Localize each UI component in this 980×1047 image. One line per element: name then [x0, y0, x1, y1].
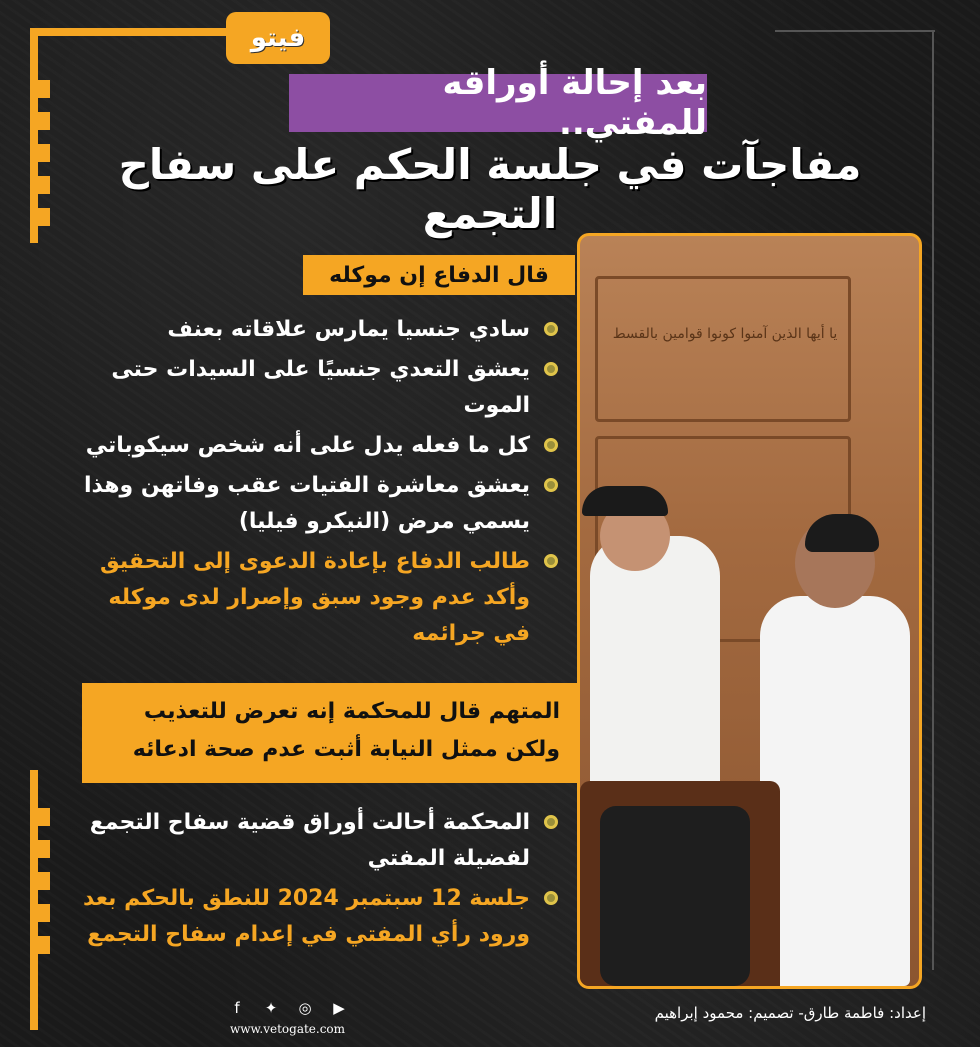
list-item-highlight [78, 881, 558, 953]
credits: إعداد: فاطمة طارق- تصميم: محمود إبراهيم [654, 1004, 926, 1022]
section2-box: المتهم قال للمحكمة إنه تعرض للتعذيب ولكن ممثل النيابة أثبت عدم صحة ادعائه [82, 683, 578, 783]
bench-seat [600, 806, 750, 986]
frame-left-bottom-bar [30, 770, 38, 1030]
frame-left-bar [30, 28, 38, 243]
section1-heading: قال الدفاع إن موكله [303, 255, 575, 295]
list-item-text: كل ما فعله يدل على أنه شخص سيكوباتي [85, 433, 530, 458]
facebook-icon[interactable]: f [234, 999, 240, 1017]
list-item [78, 805, 558, 877]
wall-inscription: يا أيها الذين آمنوا كونوا قوامين بالقسط [612, 326, 838, 342]
section3-list [78, 805, 558, 957]
list-item-highlight [78, 544, 558, 652]
list-item [78, 468, 558, 540]
frame-top-bar [30, 28, 230, 36]
wall-panel [595, 276, 851, 422]
list-item-text: المحكمة أحالت أوراق قضية سفاح التجمع لفضيلة المفتي [89, 810, 530, 871]
list-item-text: جلسة 12 سبتمبر 2024 للنطق بالحكم بعد ورود رأي المفتي في إعدام سفاح التجمع [83, 886, 530, 947]
frame-ticks-bottom [38, 808, 50, 968]
instagram-icon[interactable]: ◎ [298, 999, 312, 1017]
bullet-icon [544, 478, 558, 492]
list-item-text: طالب الدفاع بإعادة الدعوى إلى التحقيق وأكد عدم وجود سبق وإصرار لدى موكله في جرائمه [100, 549, 530, 646]
frame-ticks-top [38, 80, 50, 240]
twitter-icon[interactable]: ✦ [264, 999, 278, 1017]
list-item [78, 352, 558, 424]
defendant-figure [760, 596, 910, 986]
section1-list [78, 312, 558, 656]
website-url[interactable]: www.vetogate.com [230, 1022, 346, 1036]
bullet-icon [544, 554, 558, 568]
youtube-icon[interactable]: ▶ [333, 999, 345, 1017]
veto-logo [226, 12, 330, 64]
frame-right-line [932, 30, 934, 970]
logo-text: فيتو [250, 23, 306, 53]
page-title: مفاجآت في جلسة الحكم على سفاح التجمع [118, 140, 862, 238]
bullet-icon [544, 362, 558, 376]
officer-figure [590, 536, 720, 796]
bullet-icon [544, 438, 558, 452]
list-item [78, 312, 558, 348]
list-item [78, 428, 558, 464]
bullet-icon [544, 815, 558, 829]
social-links [228, 1000, 348, 1016]
courtroom-photo [577, 233, 922, 989]
officer-cap [582, 486, 668, 516]
list-item-text: سادي جنسيا يمارس علاقاته بعنف [167, 317, 530, 342]
list-item-text: يعشق معاشرة الفتيات عقب وفاتهن وهذا يسمي مرض (النيكرو فيليا) [83, 473, 530, 534]
frame-right-top-line [775, 30, 935, 32]
defendant-hair [805, 514, 879, 552]
list-item-text: يعشق التعدي جنسيًا على السيدات حتى الموت [111, 357, 530, 418]
bullet-icon [544, 891, 558, 905]
bullet-icon [544, 322, 558, 336]
title-top-text: بعد إحالة أوراقه للمفتي.. [442, 63, 707, 143]
title-top [289, 63, 707, 143]
